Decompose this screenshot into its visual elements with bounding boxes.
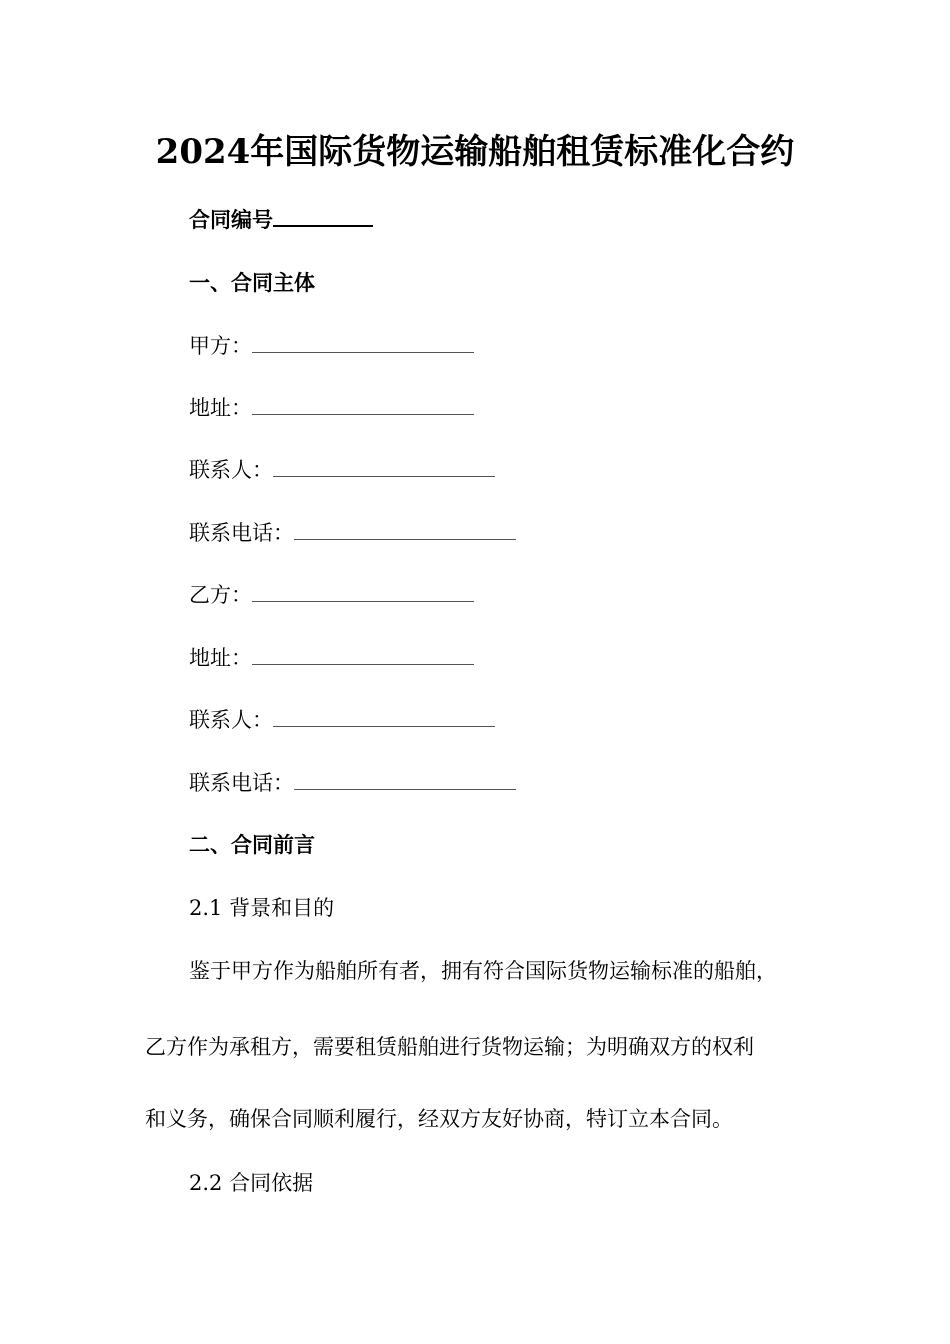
party-b-phone-blank[interactable] xyxy=(294,771,516,790)
section-2-2-heading: 2.2 合同依据 xyxy=(189,1171,314,1195)
party-a-phone-label: 联系电话： xyxy=(189,521,294,545)
party-b-name-blank[interactable] xyxy=(252,583,474,602)
party-b-contact-row xyxy=(189,705,495,735)
party-a-contact-blank[interactable] xyxy=(273,458,495,477)
party-b-contact-label: 联系人： xyxy=(189,708,273,732)
party-b-name-label: 乙方： xyxy=(189,583,252,607)
party-b-name-row xyxy=(189,580,474,610)
party-a-name-row xyxy=(189,331,474,361)
preamble-line-3: 和义务，确保合同顺利履行，经双方友好协商，特订立本合同。 xyxy=(145,1107,733,1131)
section-2-1-heading: 2.1 背景和目的 xyxy=(189,896,335,920)
preamble-line-1: 鉴于甲方作为船舶所有者，拥有符合国际货物运输标准的船舶， xyxy=(189,959,777,983)
party-b-phone-label: 联系电话： xyxy=(189,771,294,795)
contract-number-label: 合同编号 xyxy=(189,207,273,232)
party-b-address-blank[interactable] xyxy=(252,646,474,665)
section-1-heading: 一、合同主体 xyxy=(189,270,315,295)
party-a-phone-row xyxy=(189,518,516,548)
contract-number-blank[interactable] xyxy=(273,207,373,227)
party-b-address-label: 地址： xyxy=(189,646,252,670)
contract-number-row xyxy=(189,205,373,235)
preamble-line-2: 乙方作为承租方，需要租赁船舶进行货物运输；为明确双方的权利 xyxy=(145,1035,754,1059)
party-a-name-label: 甲方： xyxy=(189,334,252,358)
document-title: 2024年国际货物运输船舶租赁标准化合约 xyxy=(155,132,795,172)
party-a-address-row xyxy=(189,393,474,423)
party-a-name-blank[interactable] xyxy=(252,334,474,353)
party-a-address-label: 地址： xyxy=(189,396,252,420)
party-b-contact-blank[interactable] xyxy=(273,708,495,727)
section-2-heading: 二、合同前言 xyxy=(189,832,315,857)
party-a-phone-blank[interactable] xyxy=(294,521,516,540)
party-a-contact-row xyxy=(189,455,495,485)
party-a-address-blank[interactable] xyxy=(252,396,474,415)
party-b-address-row xyxy=(189,643,474,673)
party-a-contact-label: 联系人： xyxy=(189,458,273,482)
party-b-phone-row xyxy=(189,768,516,798)
